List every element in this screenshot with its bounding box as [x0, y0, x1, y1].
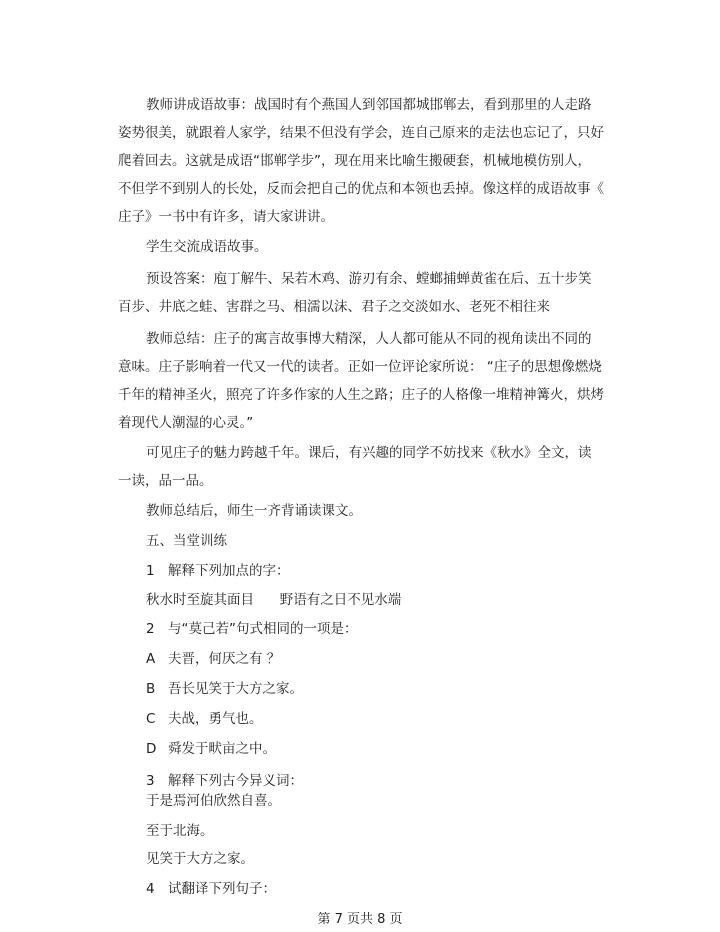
page-number-footer: 第 7 页共 8 页	[317, 912, 403, 927]
question-4-number: 4	[146, 881, 155, 897]
question-1	[146, 562, 290, 580]
summary-line-3: 千年的精神圣火，照亮了许多作家的人生之路；庄子的人格像一堆精神篝火，烘烤	[118, 387, 604, 403]
question-3-sentence-2: 至于北海。	[146, 823, 214, 839]
story-line-1: 教师讲成语故事：战国时有个燕国人到邻国都城邯郸去，看到那里的人走路	[146, 97, 592, 113]
summary-line-1: 教师总结：庄子的寓言故事博大精深，人人都可能从不同的视角读出不同的	[146, 331, 592, 347]
option-a	[146, 650, 280, 668]
preset-line-2: 百步、井底之蛙、害群之马、相濡以沫、君子之交淡如水、老死不相往来	[118, 299, 550, 315]
question-3-sentence-1: 于是焉河伯欣然自喜。	[146, 793, 281, 809]
question-3-text: 解释下列古今异义词：	[168, 773, 303, 789]
exchange-line: 学生交流成语故事。	[146, 239, 268, 255]
story-line-3: 爬着回去。这就是成语“邯郸学步”，现在用来比喻生搬硬套，机械地模仿别人，	[118, 153, 591, 169]
question-1-sentences: 秋水时至旋其面目 野语有之日不见水端	[146, 592, 402, 608]
question-2-text: 与“莫己若”句式相同的一项是：	[168, 621, 358, 637]
charm-line-1: 可见庄子的魅力跨越千年。课后，有兴趣的同学不妨找来《秋水》全文，读	[146, 445, 592, 461]
question-2	[146, 620, 358, 638]
question-3-sentence-3: 见笑于大方之家。	[146, 851, 254, 867]
option-d-text: 舜发于畎亩之中。	[168, 741, 276, 757]
question-3	[146, 772, 303, 790]
option-c	[146, 710, 263, 728]
charm-line-2: 一读，品一品。	[118, 473, 213, 489]
question-2-number: 2	[146, 621, 155, 637]
story-line-2: 姿势很美，就跟着人家学，结果不但没有学会，连自己原来的走法也忘记了，只好	[118, 125, 604, 141]
question-1-text: 解释下列加点的字：	[168, 563, 290, 579]
option-d-letter: D	[146, 741, 157, 757]
option-d	[146, 740, 276, 758]
option-a-letter: A	[146, 651, 156, 667]
preset-line-1: 预设答案：庖丁解牛、呆若木鸡、游刃有余、螳螂捕蝉黄雀在后、五十步笑	[146, 271, 592, 287]
option-c-letter: C	[146, 711, 156, 727]
option-c-text: 夫战，勇气也。	[168, 711, 263, 727]
question-4-text: 试翻译下列句子：	[168, 881, 276, 897]
option-b-letter: B	[146, 681, 156, 697]
section-heading: 五、当堂训练	[146, 533, 227, 549]
question-3-number: 3	[146, 773, 155, 789]
option-b	[146, 680, 303, 698]
question-4	[146, 880, 276, 898]
summary-line-4: 着现代人潮湿的心灵。”	[118, 415, 254, 431]
story-line-4: 不但学不到别人的长处，反而会把自己的优点和本领也丢掉。像这样的成语故事《	[118, 181, 604, 197]
option-b-text: 吾长见笑于大方之家。	[168, 681, 303, 697]
recite-line: 教师总结后，师生一齐背诵读课文。	[146, 503, 362, 519]
story-line-5: 庄子》一书中有许多，请大家讲讲。	[118, 209, 334, 225]
option-a-text: 夫晋，何厌之有 ？	[168, 651, 281, 667]
summary-line-2: 意味。庄子影响着一代又一代的读者。正如一位评论家所说： “庄子的思想像燃烧	[118, 359, 602, 375]
question-1-number: 1	[146, 563, 155, 579]
